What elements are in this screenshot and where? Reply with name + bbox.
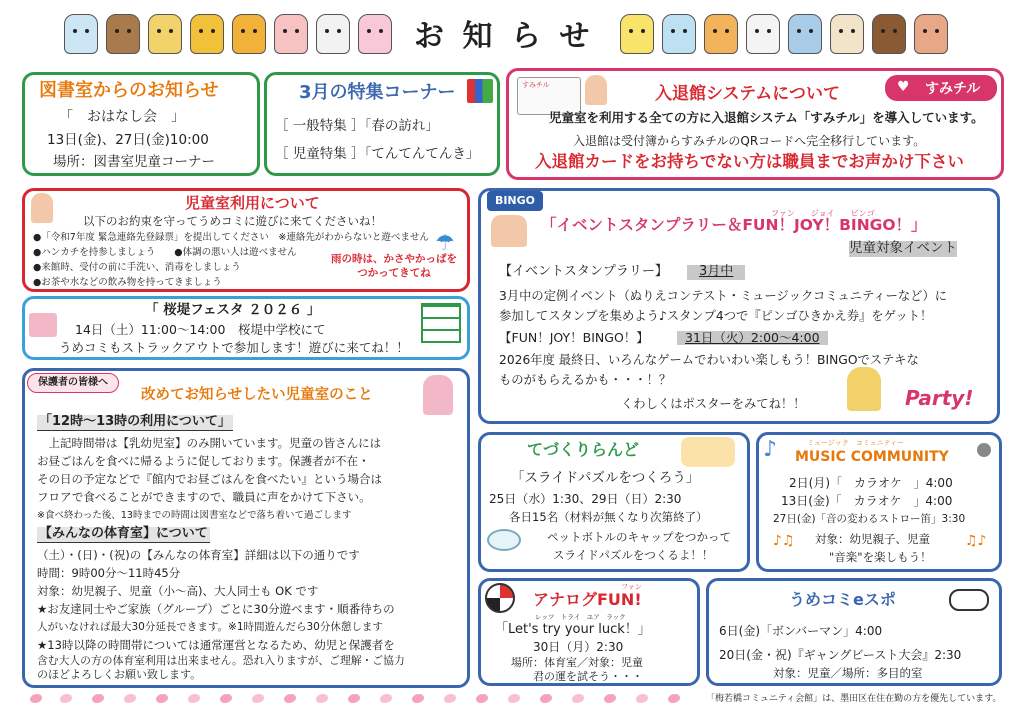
analog-fun-box <box>478 578 700 686</box>
entry-line2: 入退館は受付簿からすみチルのQRコードへ完全移行しています。 <box>573 134 926 148</box>
analog-desc: 君の運を試そう・・・ <box>533 670 643 683</box>
gym-line-8: のほどよろしくお願い致します。 <box>37 668 202 681</box>
footer-note: 「梅若橋コミュニティ会館」は、墨田区在住在勤の方を優先しています。 <box>706 694 1002 704</box>
gym-line-7: 含む大人の方の体育室利用は出来ません。恐れ入りますが、ご理解・ご協力 <box>37 654 405 667</box>
bingo-sign <box>487 191 543 211</box>
section-gym: 【みんなの体育室】について <box>39 526 208 541</box>
library-dates: 13日(金)、27日(金)10:00 <box>47 132 209 148</box>
fox-icon <box>190 14 224 54</box>
school-building-icon <box>29 313 57 337</box>
parents-tag <box>27 373 119 393</box>
elephant-icon <box>64 14 98 54</box>
bingo-title: 「イベントスタンプラリー＆FUN！JOY！BINGO！」 <box>541 216 927 234</box>
heart-icon: ♥ <box>897 79 910 95</box>
bingo-line2: ものがもらえるかも・・・！？ <box>499 373 672 387</box>
cat-icon <box>830 14 864 54</box>
children-room-rule-3: ●来館時、受付の前に手洗い、消毒をしましょう <box>33 262 241 273</box>
staff-at-desk-illustration <box>585 75 607 105</box>
entry-title: 入退館システムについて <box>655 84 840 104</box>
entry-line3: 入退館カードをお持ちでない方は職員までお声かけ下さい <box>535 152 964 171</box>
children-room-box <box>22 188 470 292</box>
bingo-line3: くわしくはポスターをみてね！！ <box>621 397 806 411</box>
analog-ruby: ファン <box>621 583 642 591</box>
children-room-intro: 以下のお約束を守ってうめコミに遊びに来てくださいね！ <box>83 214 382 228</box>
craft-land-box <box>478 432 750 572</box>
children-room-rule-2: ●ハンカチを持参しましょう ●体調の悪い人は遊べません <box>33 247 297 258</box>
feature-children: ［ 児童特集 ］「てんてんてんき」 <box>275 146 480 162</box>
sakura-festa-box <box>22 296 470 360</box>
rally-date: 3月中 <box>687 265 745 280</box>
analog-event-ruby: レッツ トライ ユア ラック <box>535 613 626 621</box>
analog-place: 場所：体育室／対象：児童 <box>511 656 643 669</box>
music-row-2: 13日(金)「 カラオケ 」4:00 <box>781 494 953 508</box>
sumichiru-logo <box>885 75 997 101</box>
esports-row-1: 6日(金)「ボンバーマン」4:00 <box>719 624 883 638</box>
gym-line-5: 人がいなければ最大30分延長できます。※1時間遊んだら30分休憩します <box>37 621 383 633</box>
esports-row-2: 20日(金・祝)『ギャングビースト大会』2:30 <box>719 648 962 662</box>
bingo-date: 31日（火）2:00～4:00 <box>677 331 828 345</box>
tanuki-icon <box>106 14 140 54</box>
lunch-paragraph-4: フロアで食べることができますので、職員に声をかけて下さい。 <box>37 490 371 504</box>
feature-title: 3月の特集コーナー <box>299 82 456 103</box>
music-target-2: "音楽"を楽しもう！ <box>829 550 932 564</box>
party-label: Party! <box>905 386 974 410</box>
analog-date: 30日（月）2:30 <box>533 640 624 654</box>
entry-line1: 児童室を利用する全ての方に入退館システム「すみチル」を導入しています。 <box>549 110 984 125</box>
bingo-sign-text: BINGO <box>494 194 536 207</box>
esports-title: うめコミeスポ <box>789 590 896 609</box>
music-title: MUSIC COMMUNITY <box>795 449 949 465</box>
library-event: 「 おはなし会 」 <box>59 109 185 125</box>
tiger-icon <box>232 14 266 54</box>
lunch-paragraph-1: 上記時間帯は【乳幼児室】のみ開いています。児童の皆さんには <box>37 436 382 450</box>
chick-icon <box>620 14 654 54</box>
gym-line-3: 対象：幼児親子、児童（小～高)、大人同士も OK です <box>37 584 319 598</box>
pig-icon <box>274 14 308 54</box>
music-notes-left-icon: ♪♫ <box>773 533 795 549</box>
sumichiru-logo-text: すみチル <box>925 81 981 97</box>
music-row-1: 2日(月)「 カラオケ 」4:00 <box>789 476 953 490</box>
rally-line1: 3月中の定例イベント（ぬりえコンテスト・ミュージックコミュニティーなど）に <box>499 289 948 303</box>
gym-line-2: 時間：9時00分～11時45分 <box>37 566 181 580</box>
bear-icon <box>872 14 906 54</box>
craft-desc-2: スライドパズルをつくるよ！！ <box>553 548 714 562</box>
squirrel-icon <box>704 14 738 54</box>
sakura-title: 「 桜堤フェスタ ２０２６ 」 <box>145 302 321 318</box>
craft-title: てづくりらんど <box>527 440 640 459</box>
gym-line-4: ★お友達同士やご家族（グループ）ごとに30分遊べます・順番待ちの <box>37 602 395 616</box>
microphone-icon <box>977 443 991 457</box>
children-room-title: 児童室利用について <box>185 194 320 212</box>
library-notice-box <box>22 72 260 176</box>
books-icon <box>467 79 493 103</box>
craft-dates: 25日（水）1:30、29日（日）2:30 <box>489 492 682 506</box>
gym-line-1: （土）・(日)・(祝)の【みんなの体育室】詳細は以下の通りです <box>37 548 360 562</box>
game-controller-icon <box>949 589 989 611</box>
stamp-rally-bingo-box <box>478 188 1000 424</box>
music-target-1: 対象：幼児親子、児童 <box>815 532 930 546</box>
lunch-note: ※食べ終わった後、13時までの時間は図書室などで落ち着いて過ごします <box>37 510 352 521</box>
children-room-rule-4: ●お茶や水などの飲み物を持ってきましょう <box>33 277 222 288</box>
feature-corner-box <box>264 72 500 176</box>
parents-notice-title: 改めてお知らせしたい児童室のこと <box>141 387 373 403</box>
analog-title: アナログFUN! <box>533 590 642 609</box>
monkey-icon <box>914 14 948 54</box>
rally-line2: 参加してスタンプを集めよう♪スタンプ4つで『ピンゴひきかえ券』をゲット！ <box>499 309 933 323</box>
cow-icon <box>746 14 780 54</box>
rain-note: 雨の時は、かさやかっぱを つかってきてね <box>331 253 457 279</box>
sakura-line2: うめコミもストラックアウトで参加します！遊びに来てね！！ <box>59 340 409 355</box>
child-holding-sign-illustration <box>31 193 53 223</box>
music-ruby: ミュージック コミュニティー <box>807 439 905 447</box>
panda-icon <box>316 14 350 54</box>
sakura-line1: 14日（土）11:00～14:00 桜堤中学校にて <box>75 322 326 337</box>
rabbit-icon <box>358 14 392 54</box>
analog-event: 「Let's try your luck！」 <box>495 622 651 637</box>
parents-tag-text: 保護者の皆様へ <box>38 377 108 388</box>
gym-line-6: ★13時以降の時間帯については通常運営となるため、幼児と保護者を <box>37 638 395 652</box>
lunch-paragraph-3: その日の予定などで『館内でお昼ごはんを食べたい』という場合は <box>37 472 382 486</box>
roulette-wheel-icon <box>485 583 515 613</box>
esports-box <box>706 578 1002 686</box>
craft-limit: 各日15名（材料が無くなり次第終了） <box>509 510 708 524</box>
bingo-line1: 2026年度 最終日、いろんなゲームでわいわい楽しもう！BINGOでステキな <box>499 353 919 367</box>
music-notes-right-icon: ♫♪ <box>965 533 987 549</box>
mouse-icon <box>662 14 696 54</box>
bingo-label: 【FUN！JOY！BINGO！】 <box>499 330 649 345</box>
music-community-box <box>756 432 1002 572</box>
giraffe-icon <box>148 14 182 54</box>
page-title: お 知 ら せ <box>414 19 594 54</box>
craft-event: 「スライドパズルをつくろう」 <box>511 470 700 486</box>
rally-label: 【イベントスタンプラリー】 <box>499 264 668 279</box>
parents-notice-box <box>22 368 470 688</box>
feature-general: ［ 一般特集 ］「春の訪れ」 <box>275 118 439 134</box>
esports-target: 対象：児童／場所：多目的室 <box>773 666 923 680</box>
bingo-title-ruby: ファン ジョイ ビンゴ <box>771 209 875 218</box>
children-room-rule-1: ●「令和7年度 緊急連絡先登録票」を提出してください ※連絡先がわからないと遊べません <box>33 232 429 243</box>
hippo-icon <box>788 14 822 54</box>
entry-system-box <box>506 68 1004 180</box>
library-title: 図書室からのお知らせ <box>39 80 219 101</box>
lunch-paragraph-2: お昼ごはんを食べに帰るように促しております。保護者が不在・ <box>37 454 370 468</box>
library-place: 場所：図書室児童コーナー <box>53 154 215 170</box>
umbrella-icon: ☂ <box>435 231 455 256</box>
children-crafting-illustration <box>681 437 735 467</box>
music-note-icon: ♪ <box>763 437 778 462</box>
bingo-machine-illustration <box>491 215 527 247</box>
music-row-3: 27日(金)「音の変わるストロー笛」3:30 <box>773 513 966 525</box>
bingo-target: 児童対象イベント <box>849 240 957 256</box>
bottle-cap-icon <box>487 529 521 551</box>
dancing-child-illustration <box>847 367 881 411</box>
craft-desc-1: ペットボトルのキャップをつかって <box>547 530 731 544</box>
section-lunch-time: 「12時～13時の利用について」 <box>39 414 231 429</box>
member-card-label: すみチル <box>522 81 550 89</box>
child-bowing-illustration <box>423 375 453 415</box>
strike-out-board-icon <box>421 303 461 343</box>
